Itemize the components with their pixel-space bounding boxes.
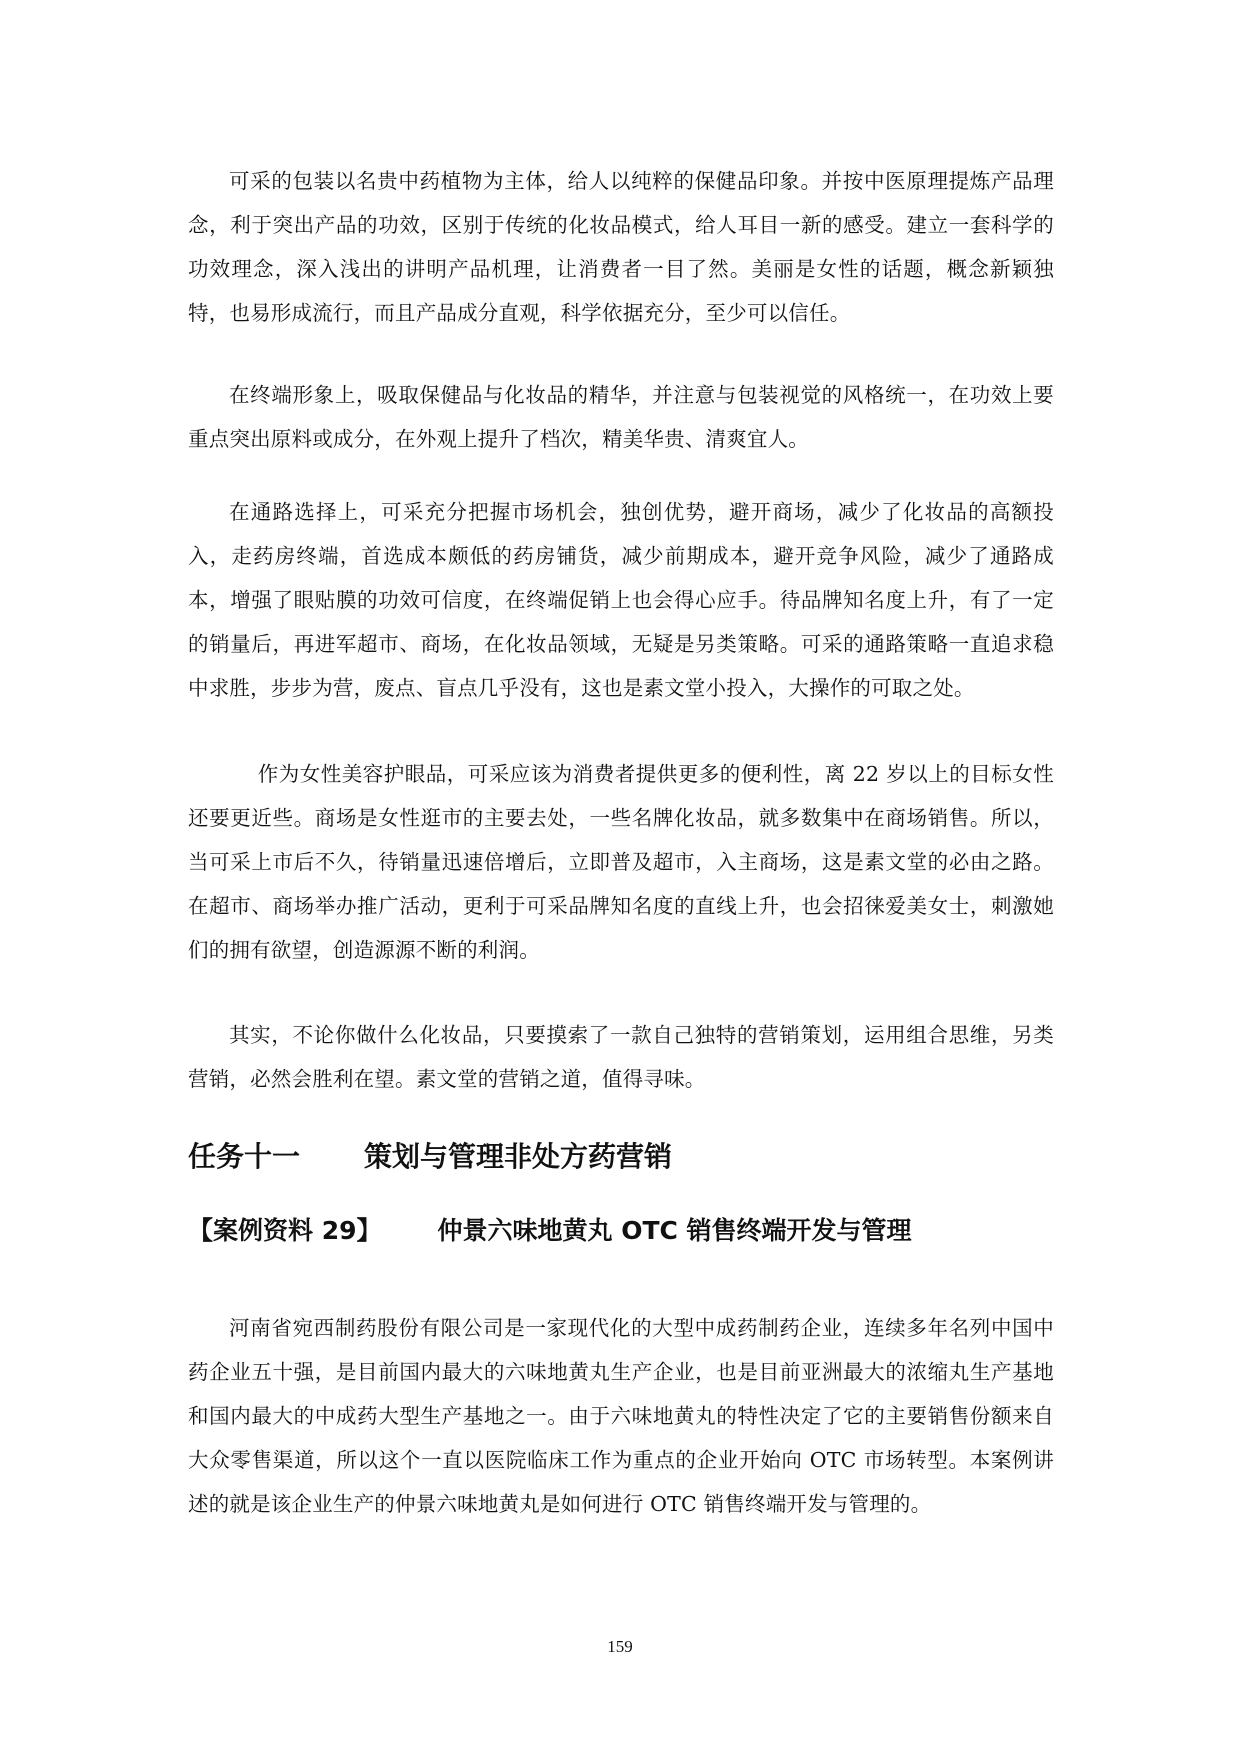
case-title: 仲景六味地黄丸 OTC 销售终端开发与管理	[437, 1216, 912, 1245]
paragraph-female-beauty: 作为女性美容护眼品，可采应该为消费者提供更多的便利性，离 22 岁以上的目标女性还要更近些。商场是女性逛市的主要去处，一些名牌化妆品，就多数集中在商场销售。所以，当可采上市后不久，待销量迅速倍增后，立即普及超市，入主商场，这是素文堂的必由之路。在超市、商场举办推广活动，更利于可采品牌知名度的直线上升，也会招徕爱美女士，刺激她们的拥有欲望，创造源源不断的利润。	[188, 762, 1054, 962]
paragraph-terminal-image: 在终端形象上，吸取保健品与化妆品的精华，并注意与包装视觉的风格统一，在功效上要重点突出原料或成分，在外观上提升了档次，精美华贵、清爽宜人。	[188, 383, 1054, 451]
case-label: 【案例资料 29】	[188, 1216, 382, 1245]
case-heading	[188, 1213, 912, 1249]
task-title: 策划与管理非处方药营销	[364, 1140, 673, 1173]
paragraph-case-intro: 河南省宛西制药股份有限公司是一家现代化的大型中成药制药企业，连续多年名列中国中药企业五十强，是目前国内最大的六味地黄丸生产企业，也是目前亚洲最大的浓缩丸生产基地和国内最大的中成药大型生产基地之一。由于六味地黄丸的特性决定了它的主要销售份额来自大众零售渠道，所以这个一直以医院临床工作为重点的企业开始向 OTC 市场转型。本案例讲述的就是该企业生产的仲景六味地黄丸是如何进行 OTC 销售终端开发与管理的。	[188, 1316, 1054, 1516]
paragraph-packaging: 可采的包装以名贵中药植物为主体，给人以纯粹的保健品印象。并按中医原理提炼产品理念，利于突出产品的功效，区别于传统的化妆品模式，给人耳目一新的感受。建立一套科学的功效理念，深入浅出的讲明产品机理，让消费者一目了然。美丽是女性的话题，概念新颖独特，也易形成流行，而且产品成分直观，科学依据充分，至少可以信任。	[188, 169, 1054, 325]
task-heading	[188, 1137, 672, 1177]
paragraph-channel-selection: 在通路选择上，可采充分把握市场机会，独创优势，避开商场，减少了化妆品的高额投入，走药房终端，首选成本颇低的药房铺货，减少前期成本，避开竞争风险，减少了通路成本，增强了眼贴膜的功效可信度，在终端促销上也会得心应手。待品牌知名度上升，有了一定的销量后，再进军超市、商场，在化妆品领域，无疑是另类策略。可采的通路策略一直追求稳中求胜，步步为营，废点、盲点几乎没有，这也是素文堂小投入，大操作的可取之处。	[188, 500, 1054, 700]
task-number: 任务十一	[188, 1140, 301, 1173]
paragraph-conclusion: 其实，不论你做什么化妆品，只要摸索了一款自己独特的营销策划，运用组合思维，另类营销，必然会胜利在望。素文堂的营销之道，值得寻味。	[188, 1023, 1054, 1091]
page-number: 159	[607, 1637, 633, 1656]
